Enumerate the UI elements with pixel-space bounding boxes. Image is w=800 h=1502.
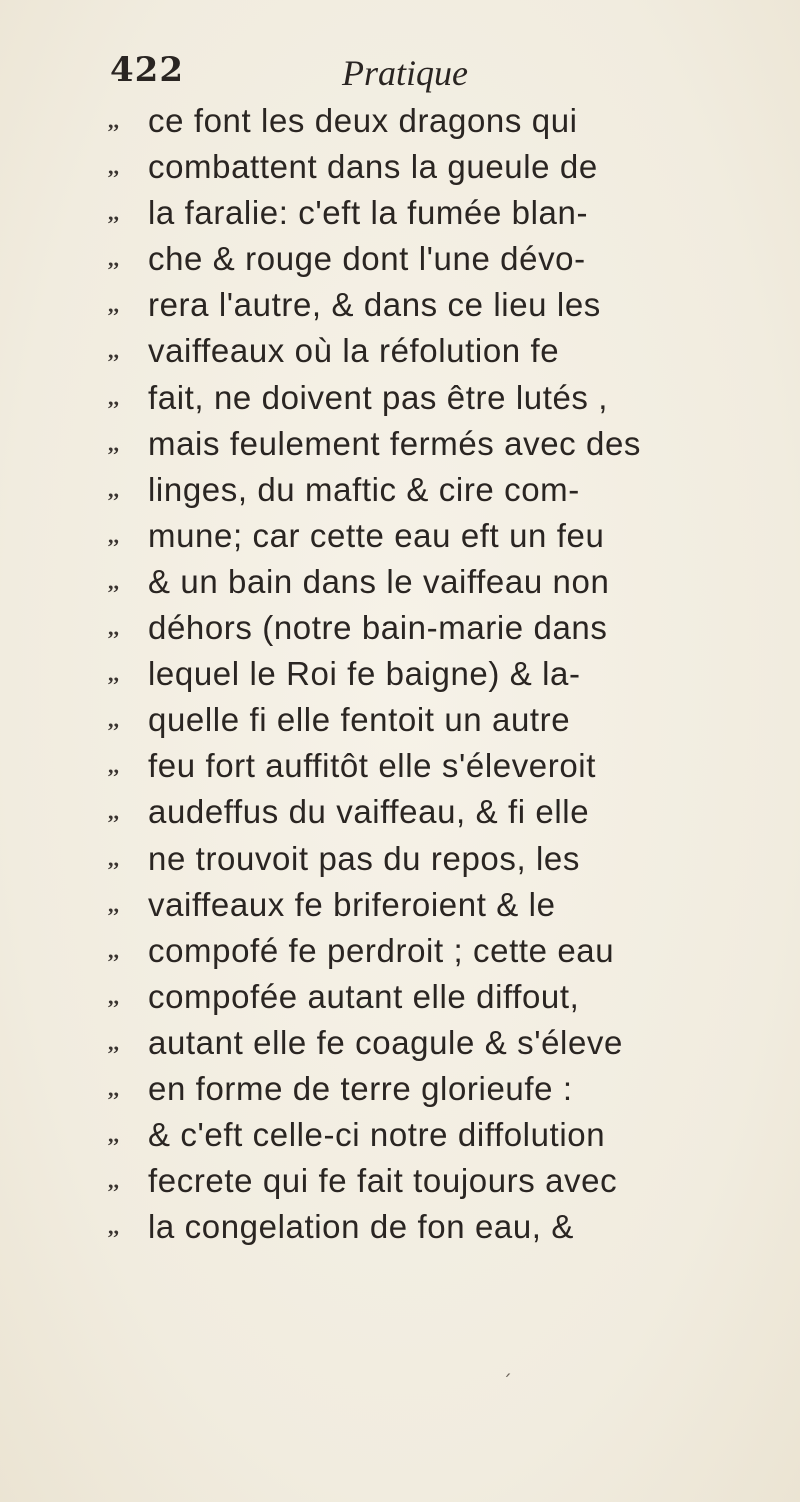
page-number: 422 (110, 50, 184, 90)
quotation-mark: ,, (108, 983, 119, 1009)
line-text: compofé fe perdroit ; cette eau (148, 931, 615, 969)
text-line (90, 190, 790, 236)
quotation-mark: ,, (108, 246, 119, 272)
text-line (90, 928, 790, 974)
text-line (90, 1112, 790, 1158)
text-line (90, 697, 790, 743)
line-text: fecrete qui fe fait toujours avec (148, 1162, 618, 1200)
quotation-mark: ,, (108, 1075, 119, 1101)
line-text: fait, ne doivent pas être lutés , (148, 378, 609, 416)
text-line (90, 282, 790, 328)
text-line (90, 1020, 790, 1066)
text-block (90, 98, 790, 1250)
line-text: ne trouvoit pas du repos, les (148, 839, 580, 877)
line-text: déhors (notre bain-marie dans (148, 609, 608, 647)
line-text: quelle fi elle fentoit un autre (148, 701, 571, 739)
quotation-mark: ,, (108, 615, 119, 641)
text-line (90, 375, 790, 421)
quotation-mark: ,, (108, 1122, 119, 1148)
text-line (90, 743, 790, 789)
quotation-mark: ,, (108, 937, 119, 963)
text-line (90, 1066, 790, 1112)
line-text: autant elle fe coagule & s'éleve (148, 1023, 623, 1061)
quotation-mark: ,, (108, 522, 119, 548)
line-text: feu fort auffitôt elle s'éleveroit (148, 747, 596, 785)
text-line (90, 513, 790, 559)
line-text: en forme de terre glorieufe : (148, 1069, 573, 1107)
quotation-mark: ,, (108, 154, 119, 180)
quotation-mark: ,, (108, 476, 119, 502)
text-line (90, 605, 790, 651)
line-text: lequel le Roi fe baigne) & la- (148, 655, 581, 693)
line-text: la congelation de fon eau, & (148, 1208, 574, 1246)
text-line (90, 1158, 790, 1204)
line-text: & un bain dans le vaiffeau non (148, 562, 610, 600)
text-line (90, 467, 790, 513)
text-line (90, 974, 790, 1020)
quotation-mark: ,, (108, 292, 119, 318)
quotation-mark: ,, (108, 430, 119, 456)
line-text: rera l'autre, & dans ce lieu les (148, 286, 601, 324)
text-line (90, 882, 790, 928)
line-text: ce font les deux dragons qui (148, 102, 578, 139)
running-head: Pratique (342, 53, 468, 93)
text-line (90, 1204, 790, 1250)
quotation-mark: ,, (108, 799, 119, 825)
text-line (90, 328, 790, 374)
quotation-mark: ,, (108, 1029, 119, 1055)
quotation-mark: ,, (108, 707, 119, 733)
quotation-mark: ,, (108, 108, 119, 133)
quotation-mark: ,, (108, 845, 119, 871)
line-text: mune; car cette eau eft un feu (148, 516, 605, 554)
quotation-mark: ,, (108, 568, 119, 594)
line-text: combattent dans la gueule de (148, 148, 598, 186)
line-text: che & rouge dont l'une dévo- (148, 240, 586, 278)
text-line (90, 98, 790, 144)
text-line (90, 651, 790, 697)
quotation-mark: ,, (108, 891, 119, 917)
text-line (90, 144, 790, 190)
quotation-mark: ,, (108, 200, 119, 226)
line-text: vaiffeaux fe briferoient & le (148, 885, 556, 923)
quotation-mark: ,, (108, 1168, 119, 1194)
quotation-mark: ,, (108, 384, 119, 410)
line-text: audeffus du vaiffeau, & fi elle (148, 793, 590, 831)
text-line (90, 789, 790, 835)
text-line (90, 421, 790, 467)
text-line (90, 836, 790, 882)
line-text: compofée autant elle diffout, (148, 977, 580, 1015)
line-text: mais feulement fermés avec des (148, 424, 642, 462)
quotation-mark: ,, (108, 338, 119, 364)
quotation-mark: ,, (108, 661, 119, 687)
text-line (90, 236, 790, 282)
footer-mark: ´ (502, 1370, 512, 1394)
quotation-mark: ,, (108, 1214, 119, 1240)
line-text: linges, du maftic & cire com- (148, 470, 580, 508)
quotation-mark: ,, (108, 753, 119, 779)
line-text: la faralie: c'eft la fumée blan- (148, 194, 589, 232)
text-line (90, 559, 790, 605)
line-text: vaiffeaux où la réfolution fe (148, 332, 560, 370)
line-text: & c'eft celle-ci notre diffolution (148, 1116, 606, 1154)
